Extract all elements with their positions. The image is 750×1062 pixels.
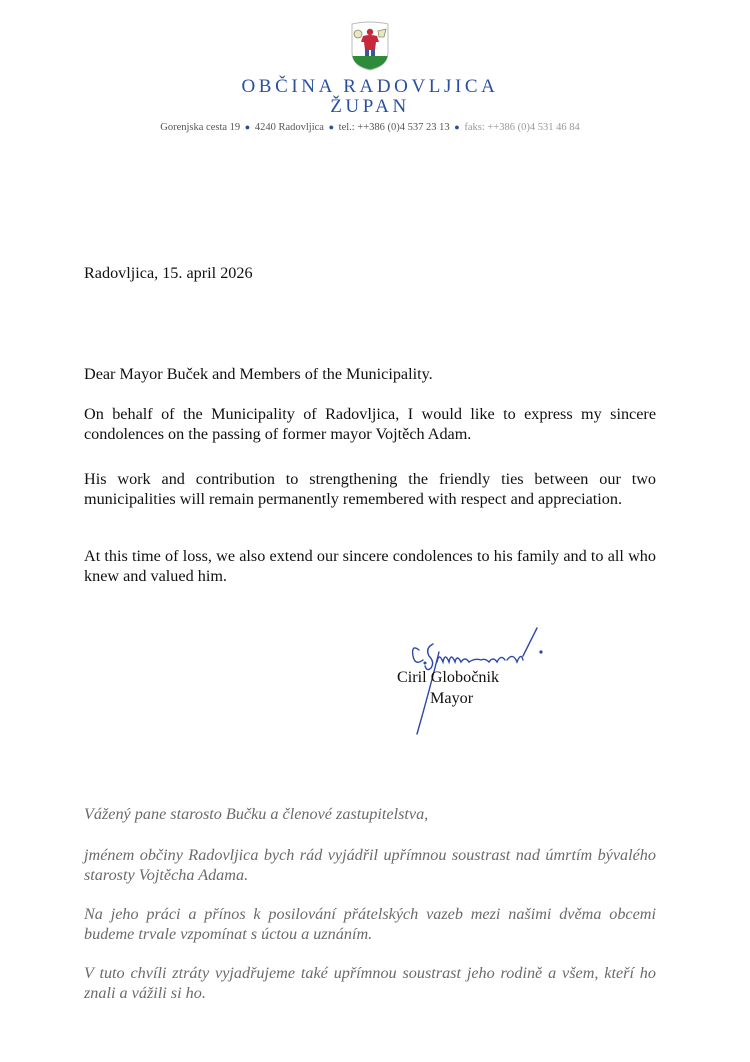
- czech-paragraph-3: V tuto chvíli ztráty vyjadřujeme také upřímnou soustrast jeho rodině a všem, kteří ho znali a vážili si ho.: [84, 964, 656, 1002]
- signer-title: Mayor: [430, 689, 474, 707]
- bullet-icon: ●: [454, 122, 460, 132]
- address-line: [0, 122, 740, 133]
- coat-of-arms-icon: [348, 20, 392, 72]
- organization-name: OBČINA RADOVLJICA: [241, 76, 499, 97]
- address-phone: tel.: ++386 (0)4 537 23 13: [338, 122, 450, 133]
- czech-salutation: Vážený pane starosto Bučku a členové zastupitelstva,: [84, 805, 429, 823]
- address-street: Gorenjska cesta 19: [160, 122, 241, 133]
- paragraph-2: His work and contribution to strengthening the friendly ties between our two municipalities will remain permanently remembered with respect and appreciation.: [84, 470, 656, 508]
- paragraph-3: At this time of loss, we also extend our sincere condolences to his family and to all who knew and valued him.: [84, 547, 656, 585]
- czech-paragraph-2: Na jeho práci a přínos k posilování přátelských vazeb mezi našimi dvěma obcemi budeme trvale vzpomínat s úctou a uznáním.: [84, 905, 656, 943]
- bullet-icon: ●: [244, 122, 251, 132]
- office-title: ŽUPAN: [330, 96, 410, 117]
- czech-paragraph-1: jménem občiny Radovljica bych rád vyjádřil upřímnou soustrast nad úmrtím bývalého starosty Vojtěcha Adama.: [84, 846, 656, 884]
- bullet-icon: ●: [328, 122, 335, 132]
- paragraph-1: On behalf of the Municipality of Radovljica, I would like to express my sincere condolences on the passing of former mayor Vojtěch Adam.: [84, 405, 656, 443]
- salutation: Dear Mayor Buček and Members of the Municipality.: [84, 365, 433, 383]
- signer-name: Ciril Globočnik: [397, 668, 500, 686]
- address-fax: faks: ++386 (0)4 531 46 84: [464, 122, 580, 133]
- address-city: 4240 Radovljica: [254, 122, 324, 133]
- date-line: Radovljica, 15. april 2026: [84, 264, 253, 282]
